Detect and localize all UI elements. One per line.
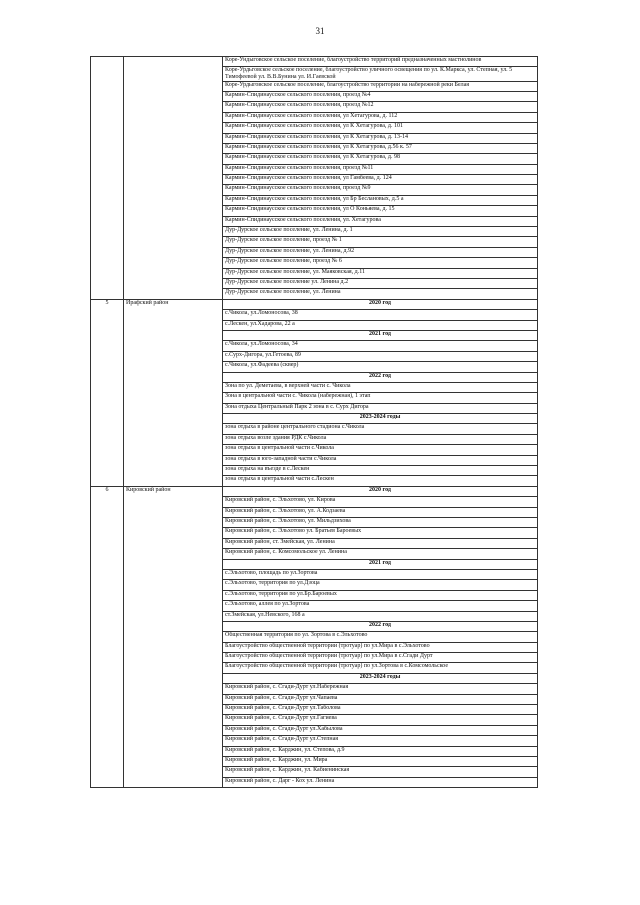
territory-cell: Коре-Урдыговское сельское поселение, благоустройство территории на набережной реки Белая	[223, 81, 538, 91]
territory-cell: Дур-Дурское сельское поселение ул. Ленина д.2	[223, 279, 538, 289]
territory-cell: с.Эльхотово, площадь по ул.Зортова	[223, 569, 538, 579]
territory-cell: Дур-Дурское сельское поселение, ул. Ленина, д. 1	[223, 227, 538, 237]
territory-cell: Кармин-Спидинаусское сельского поселения, ул Хетагурова, д. 112	[223, 112, 538, 122]
territory-cell: Дур-Дурское сельское поселение, проезд № 1	[223, 237, 538, 247]
territory-cell: зона отдыха в юго-западной части с.Чикола	[223, 455, 538, 465]
territory-cell: Кировский район, с. Карджин, ул. Кабиенинская	[223, 767, 538, 777]
territory-cell: Кировский район, с. Сгади-Дурт ул.Чапаева	[223, 694, 538, 704]
territory-cell: Кармин-Спидинаусское сельского поселения, ул Бр Беслановых, д.5 а	[223, 195, 538, 205]
page-number: 31	[315, 26, 325, 36]
territory-cell: Кармин-Спидинаусское сельского поселения, проезд №4	[223, 91, 538, 101]
year-header: 2022 год	[223, 372, 538, 382]
territory-cell: зона отдыха на въезде в с.Лескен	[223, 466, 538, 476]
territory-cell: с.Чикола, ул.Фадеева (сквер)	[223, 362, 538, 372]
row-number: 6	[91, 486, 124, 787]
year-header: 2023-2024 годы	[223, 414, 538, 424]
territory-cell: Благоустройство общественной территории (тротуар) по ул.Мира в с.Эльхотово	[223, 642, 538, 652]
territory-cell: Кармин-Спидинаусское сельского поселения, ул К Хетагурова, д.56 к. 57	[223, 143, 538, 153]
territory-cell: с.Сурх-Дигора, ул.Гетоева, 89	[223, 351, 538, 361]
territory-cell: Коре-Ундыговское сельское поселение, благоустройство территорий предназначенных мастнолинов	[223, 57, 538, 67]
year-header: 2023-2024 годы	[223, 673, 538, 683]
year-header-row	[91, 486, 538, 496]
territory-cell: Дур-Дурское сельское поселение, ул. Ленина, д.92	[223, 247, 538, 257]
year-header: 2021 год	[223, 559, 538, 569]
year-header: 2022 год	[223, 621, 538, 631]
year-header: 2021 год	[223, 330, 538, 340]
territory-cell: зона отдыха возле здания РДК с.Чикола	[223, 434, 538, 444]
territory-cell: Зона отдыха Центральный Парк 2 зона в с. Сурх Дигора	[223, 403, 538, 413]
territory-cell: с.Эльхотово, территория по ул.Бр.Бароевых	[223, 590, 538, 600]
row-number: 5	[91, 299, 124, 486]
territory-cell: Кировский район, с. Дарг - Кох ул. Ленина	[223, 777, 538, 787]
territory-cell: Благоустройство общественной территории (тротуар) по ул.Мира в с.Сгади Дурт	[223, 653, 538, 663]
territory-cell: Кировский район, с. Сгади-Дурт ул.Таболова	[223, 705, 538, 715]
territory-cell: с.Эльхотово, аллея по ул.Зортова	[223, 601, 538, 611]
territory-cell: зона отдыха в центральной части с.Лескен	[223, 476, 538, 486]
year-header: 2020 год	[223, 299, 538, 309]
territory-cell: Кировский район, с. Сгади-Дурт ул.Набережная	[223, 684, 538, 694]
territory-cell: Кармин-Спидинаусское сельского поселения, проезд №12	[223, 102, 538, 112]
territory-cell: Кировский район, с. Сгади-Дурт ул.Гагиева	[223, 715, 538, 725]
territory-cell: Кировский район, с. Сгади-Дурт ул.Степная	[223, 736, 538, 746]
territory-cell: Кировский район, с. Сгади-Дурт ул.Хабылова	[223, 725, 538, 735]
territory-cell: Благоустройство общественной территории (тротуар) по ул.Зортова в с.Комсомольское	[223, 663, 538, 673]
territory-cell: Кармин-Спидинаусское сельского поселения, проезд №9	[223, 185, 538, 195]
district-name: Кировский район	[124, 486, 223, 787]
territory-cell: Дур-Дурское сельское поселение, проезд № 6	[223, 258, 538, 268]
row-number-cell	[91, 57, 124, 300]
table-row	[91, 57, 538, 67]
territory-cell: Кармин-Спидинаусское сельского поселения, ул К Хетагурова, д. 98	[223, 154, 538, 164]
improvement-territories-table	[90, 56, 538, 788]
territory-cell: Кармин-Спидинаусское сельского поселения, проезд №11	[223, 164, 538, 174]
territory-cell: Кировский район, с. Карджин, ул. Мира	[223, 756, 538, 766]
territory-cell: Кармин-Спидинаусское сельского поселения, ул К Хетагурова, д. 101	[223, 123, 538, 133]
territory-cell: с.Чикола, ул.Ломоносова, 34	[223, 341, 538, 351]
year-header: 2020 год	[223, 486, 538, 496]
territory-cell: Зона по ул. Деметаева, в верхней части с. Чикола	[223, 382, 538, 392]
territory-cell: Общественная территория по ул. Зортова в с.Эльхотово	[223, 632, 538, 642]
district-cell	[124, 57, 223, 300]
territory-cell: Кировский район, с. Карджин, ул. Степова, д.9	[223, 746, 538, 756]
territory-cell: Кармин-Спидинаусское сельского поселения, ул К Хетагурова, д. 13-14	[223, 133, 538, 143]
territory-cell: Коре-Урдьговское сельское поселение, благоустройство уличного освещения по ул. К.Маркса, ул. Степная, ул. 5 Тимофеевой ул. В.В.Бунина ул. И.Гаевской	[223, 67, 538, 81]
territory-cell: с.Чикола, ул.Ломоносова, 38	[223, 310, 538, 320]
district-name: Ирафский район	[124, 299, 223, 486]
territory-cell: Кировский район, с. Комсомольское ул. Ленина	[223, 549, 538, 559]
territory-cell: Дур-Дурское сельское поселение, ул. Ленина	[223, 289, 538, 299]
territory-cell: зона отдыха в центральной части с.Чикола	[223, 445, 538, 455]
territory-cell: Кировский район, с. Эльхотово, ул. Кирова	[223, 497, 538, 507]
territory-cell: Кармин-Спидинаусское сельского поселения, ул О Коньяева, д. 15	[223, 206, 538, 216]
territory-cell: с.Эльхотово, территория по ул.Дзоца	[223, 580, 538, 590]
territory-cell: Кировский район, ст. Змейская, ул. Ленина	[223, 538, 538, 548]
territory-cell: зона отдыха в районе центрального стадиона с.Чикола	[223, 424, 538, 434]
territory-cell: Кармин-Спидинаусское сельского поселения, ул. Хетагурова	[223, 216, 538, 226]
territory-cell: ст.Змейская, ул.Невского, 168 а	[223, 611, 538, 621]
year-header-row	[91, 299, 538, 309]
territory-cell: Кармин-Спидинаусское сельского поселения, ул Гамбеева, д. 124	[223, 175, 538, 185]
territory-cell: Кировский район, с. Эльхотово, ул. А.Кодзаева	[223, 507, 538, 517]
territory-cell: Дур-Дурское сельское поселение, ул. Маяковская, д.11	[223, 268, 538, 278]
territory-cell: Кировский район, с. Эльхотово ул. Братьев Бароевых	[223, 528, 538, 538]
territory-cell: Кировский район, с. Эльхотово, ул. Мильдзихова	[223, 517, 538, 527]
territory-cell: Зона в центральной части с. Чикола (набережная), 1 этап	[223, 393, 538, 403]
territory-cell: с.Лескен, ул.Хадарова, 22 а	[223, 320, 538, 330]
